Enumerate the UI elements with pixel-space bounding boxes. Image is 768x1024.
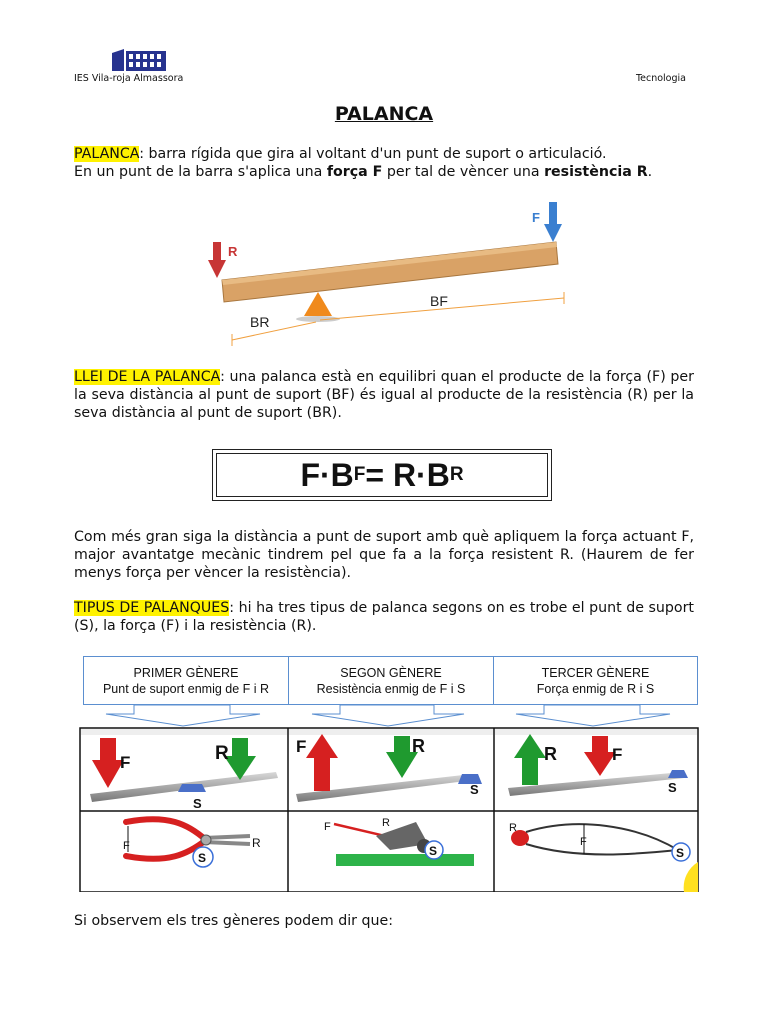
law-text: : una palanca està en equilibri quan el producte de la força (F) per la seva distància al punt de suport (BF) és igual al producte de la resistència (R) per la seva distància al punt de suport (BR).	[74, 369, 694, 421]
lever-types-diagram	[78, 704, 700, 892]
type-box-second	[288, 656, 494, 705]
fulcrum-triangle	[304, 292, 332, 316]
law-term: LLEI DE LA PALANCA	[74, 369, 221, 385]
resistance-arrow	[208, 242, 226, 278]
label-s-third: S	[668, 780, 677, 795]
subject-name: Tecnologia	[635, 73, 686, 84]
pointer-third	[516, 705, 670, 726]
definition-paragraph	[74, 145, 694, 181]
support-first	[178, 784, 206, 792]
label-r: R	[228, 244, 238, 259]
label-f-third: F	[612, 745, 623, 764]
types-text: : hi ha tres tipus de palanca segons on es trobe el punt de suport (S), la força (F) i la resistència (R).	[74, 600, 694, 634]
tweezers-label-f: F	[580, 836, 587, 848]
pliers-label-r: R	[252, 836, 261, 850]
type-third-title: TERCER GÈNERE	[541, 666, 650, 680]
lever-formula	[216, 453, 548, 497]
label-f-second: F	[296, 737, 307, 756]
label-r-third: R	[544, 744, 557, 764]
label-f: F	[532, 210, 540, 225]
type-first-title: PRIMER GÈNERE	[133, 666, 239, 680]
type-box-first	[83, 656, 289, 705]
definition-term: PALANCA	[74, 146, 140, 162]
school-name: IES Vila-roja Almassora	[74, 73, 184, 84]
label-r-second: R	[412, 736, 425, 756]
page-title: PALANCA	[334, 103, 434, 125]
lever-figure	[200, 198, 570, 350]
label-r-first: R	[215, 743, 229, 764]
label-f-first: F	[120, 753, 131, 772]
types-paragraph	[74, 599, 694, 635]
label-bf: BF	[430, 293, 448, 309]
type-third-desc: Força enmig de R i S	[536, 682, 655, 696]
formula-right: = R·B	[365, 456, 450, 493]
tweezers-label-s: S	[676, 846, 685, 860]
types-term: TIPUS DE PALANQUES	[74, 600, 230, 616]
tweezers-label-r: R	[509, 822, 517, 834]
definition-text: : barra rígida que gira al voltant d'un punt de suport o articulació.	[139, 146, 607, 162]
definition-line2-a: En un punt de la barra s'aplica una	[74, 164, 327, 180]
pointer-second	[312, 705, 464, 726]
advantage-paragraph: Com més gran siga la distància a punt de suport amb què apliquem la força actuant F, major avantatge mecànic tindrem pel que fa a la força resistent R. (Haurem de fer menys força per vèncer la resistència).	[74, 529, 694, 581]
label-br: BR	[250, 314, 270, 330]
pointer-first	[106, 705, 260, 726]
law-paragraph	[74, 368, 694, 422]
formula-right-sub: R	[449, 464, 464, 485]
definition-line2-c: per tal de vèncer una	[382, 164, 545, 180]
definition-line2-e: .	[647, 164, 653, 180]
label-s-first: S	[193, 796, 202, 811]
pliers-label-f: F	[123, 840, 130, 852]
barrow-label-r: R	[382, 817, 390, 829]
school-logo	[110, 47, 168, 73]
force-arrow	[544, 202, 562, 242]
resistance-term: resistència R	[544, 164, 648, 180]
pliers-label-s: S	[198, 851, 207, 865]
type-second-title: SEGON GÈNERE	[340, 666, 442, 680]
barrow-label-f: F	[324, 821, 331, 833]
type-first-desc: Punt de suport enmig de F i R	[102, 682, 270, 696]
formula-left-sub: F	[353, 464, 366, 485]
label-s-second: S	[470, 782, 479, 797]
formula-box	[212, 449, 552, 501]
closing-text: Si observem els tres gèneres podem dir que:	[74, 913, 393, 929]
force-term: força F	[326, 164, 383, 180]
barrow-label-s: S	[429, 844, 438, 858]
formula-left: F·B	[300, 456, 354, 493]
type-second-desc: Resistència enmig de F i S	[316, 682, 466, 696]
type-box-third	[493, 656, 698, 705]
